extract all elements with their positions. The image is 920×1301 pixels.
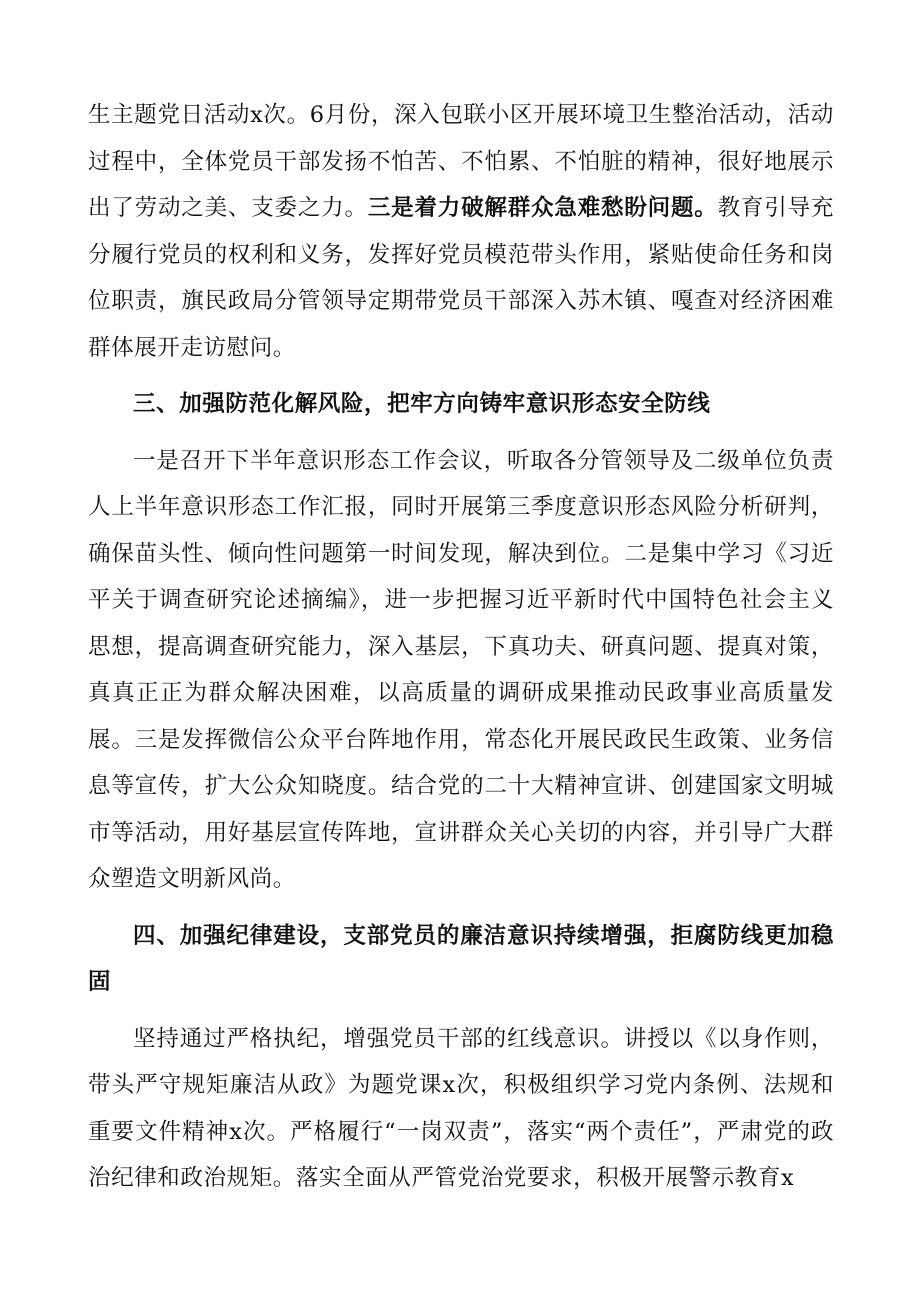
section-heading-3: 三、加强防范化解风险，把牢方向铸牢意识形态安全防线 [133, 391, 711, 417]
paragraph-discipline: 坚持通过严格执纪，增强党员干部的红线意识。讲授以《以身作则，带头严守规矩廉洁从政》为题党课x次，积极组织学习党内条例、法规和重要文件精神x次。严格履行“一岗双责”，落实“两个责任”，严肃党的政治纪律和政治规矩。落实全面从严管党治党要求，积极开展警示教育x [88, 1025, 834, 1191]
paragraph-ideology: 一是召开下半年意识形态工作会议，听取各分管领导及二级单位负责人上半年意识形态工作汇报，同时开展第三季度意识形态风险分析研判，确保苗头性、倾向性问题第一时间发现，解决到位。二是集中学习《习近平关于调查研究论述摘编》，进一步把握习近平新时代中国特色社会主义思想，提高调查研究能力，深入基层，下真功夫、研真问题、提真对策，真真正正为群众解决困难，以高质量的调研成果推动民政事业高质量发展。三是发挥微信公众平台阵地作用，常态化开展民政民生政策、业务信息等宣传，扩大公众知晓度。结合党的二十大精神宣讲、创建国家文明城市等活动，用好基层宣传阵地，宣讲群众关心关切的内容，并引导广大群众塑造文明新风尚。 [88, 447, 834, 892]
paragraph-text-after: 教育引导充分履行党员的权利和义务，发挥好党员模范带头作用，紧贴使命任务和岗位职责，旗民政局分管领导定期带党员干部深入苏木镇、嘎查对经济困难群体展开走访慰问。 [88, 195, 834, 361]
document-page [88, 92, 834, 1202]
section-heading-4: 四、加强纪律建设，支部党员的廉洁意识持续增强，拒腐防线更加稳固 [88, 922, 834, 995]
paragraph-continued [88, 92, 834, 371]
bold-lead-sentence: 三是着力破解群众急难愁盼问题。 [367, 195, 718, 221]
paragraph-text: 生主题党日活动x次。6月份，深入包联小区开展环境卫生整治活动，活动过程中，全体党员干部发扬不怕苦、不怕累、不怕脏的精神，很好地展示出了劳动之美、支委之力。 [88, 102, 834, 221]
